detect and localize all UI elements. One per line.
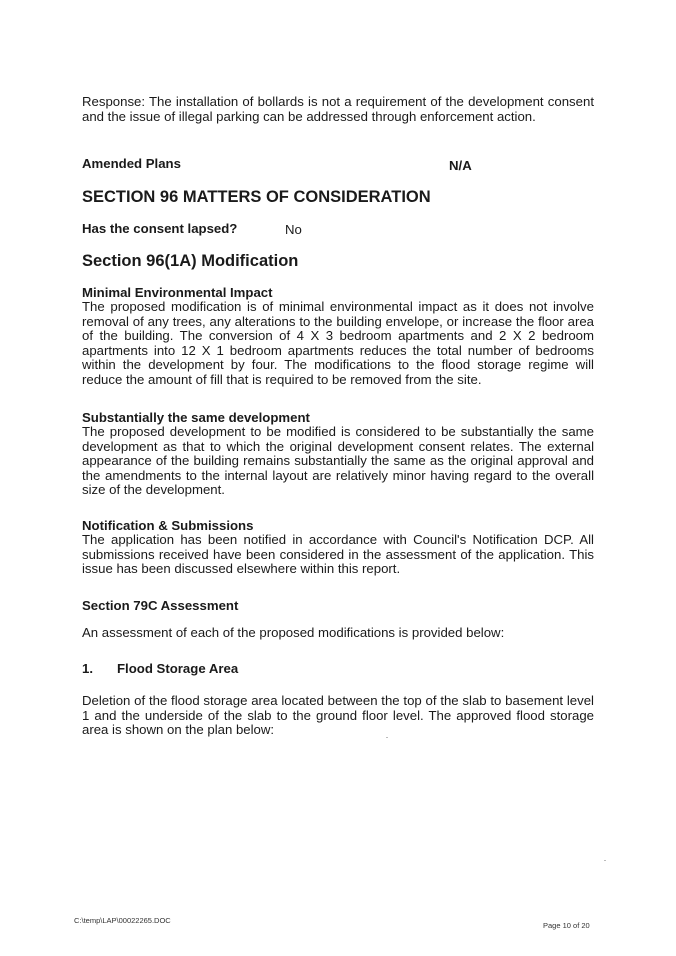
footer-file-path: C:\temp\LAP\00022265.DOC [74, 916, 171, 925]
item1-paragraph [82, 694, 594, 738]
assessment-section [82, 598, 594, 641]
consent-lapsed-label: Has the consent lapsed? [82, 221, 238, 236]
amended-plans-label: Amended Plans [82, 156, 181, 171]
notification-text: The application has been notified in accordance with Council's Notification DCP. All submissions received have been considered in the assessment of the application. This issue has been discussed elsewhere within this report. [82, 532, 594, 577]
response-text: Response: The installation of bollards is not a requirement of the development consent and the issue of illegal parking can be addressed through enforcement action. [82, 94, 594, 124]
minimal-impact-heading: Minimal Environmental Impact [82, 285, 273, 300]
item1-number: 1. [82, 661, 93, 676]
notification-heading: Notification & Submissions [82, 518, 254, 533]
modification-heading-wrap [82, 252, 594, 270]
scan-speck [604, 860, 606, 861]
item1-text: Deletion of the flood storage area located between the top of the slab to basement level 1 and the underside of the slab to the ground floor level. The approved flood storage area is shown on the plan below: [82, 693, 594, 738]
section96-heading-wrap [82, 188, 594, 206]
same-development-section [82, 410, 594, 498]
amended-plans-value: N/A [449, 158, 472, 173]
section96-heading: SECTION 96 MATTERS OF CONSIDERATION [82, 188, 431, 206]
consent-lapsed-value: No [285, 222, 302, 237]
response-paragraph [82, 95, 594, 124]
same-development-text: The proposed development to be modified is considered to be substantially the same development as that to which the original development consent relates. The external appearance of the building remains substantially the same as the original approval and the amendments to the internal layout are relatively minor having regard to the overall size of the development. [82, 424, 594, 498]
modification-heading: Section 96(1A) Modification [82, 252, 299, 270]
minimal-impact-section [82, 285, 594, 388]
item1-title: Flood Storage Area [117, 661, 239, 676]
assessment-intro: An assessment of each of the proposed modifications is provided below: [82, 625, 505, 640]
notification-section [82, 518, 594, 577]
minimal-impact-text: The proposed modification is of minimal environmental impact as it does not involve removal of any trees, any alterations to the building envelope, or increase the floor area of the building. The conversion of 4 X 3 bedroom apartments and 2 X 2 bedroom apartments into 12 X 1 bedroom apartments reduces the total number of bedrooms within the development by four. The modifications to the flood storage regime will reduce the amount of fill that is required to be removed from the site. [82, 299, 594, 387]
same-development-heading: Substantially the same development [82, 410, 310, 425]
footer-page-number: Page 10 of 20 [543, 921, 590, 930]
assessment-heading: Section 79C Assessment [82, 598, 239, 613]
scan-speck [386, 737, 388, 738]
